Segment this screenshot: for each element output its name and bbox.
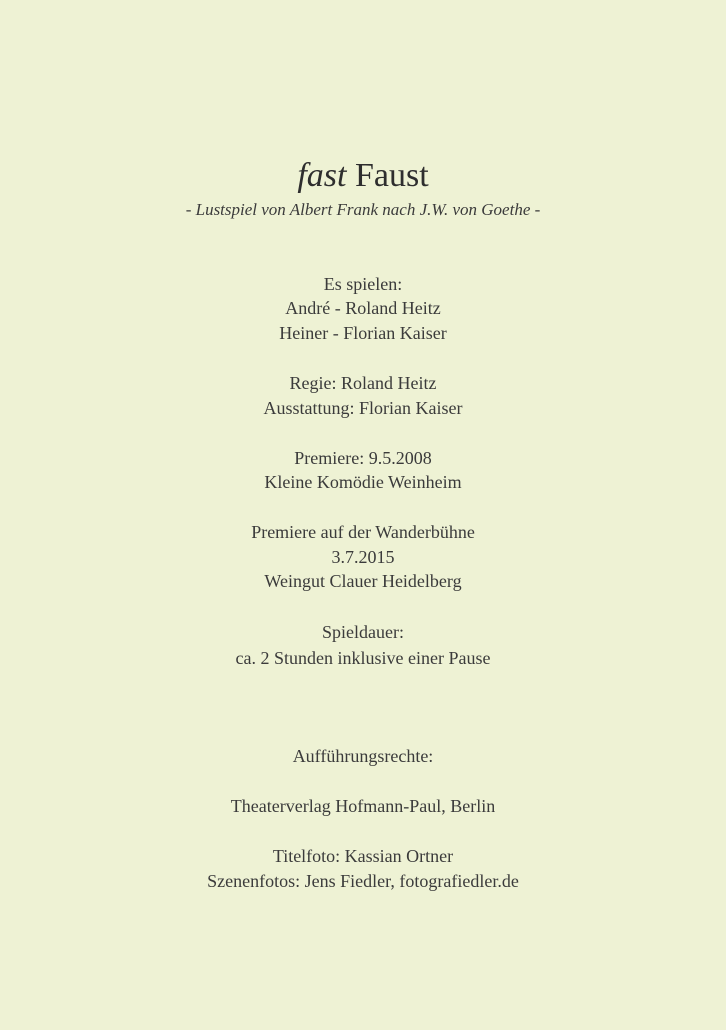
cast-line-heiner: Heiner - Florian Kaiser bbox=[279, 323, 447, 343]
director-line: Regie: Roland Heitz bbox=[289, 373, 437, 393]
rights-publisher: Theaterverlag Hofmann-Paul, Berlin bbox=[230, 796, 496, 816]
page-title bbox=[0, 154, 726, 198]
tour-premiere-heading: Premiere auf der Wanderbühne bbox=[251, 522, 475, 542]
title-main-word: Faust bbox=[354, 157, 429, 194]
title-photo-credit: Titelfoto: Kassian Ortner bbox=[272, 846, 454, 866]
design-line: Ausstattung: Florian Kaiser bbox=[263, 398, 463, 418]
scene-photo-credit: Szenenfotos: Jens Fiedler, fotografiedler.de bbox=[207, 871, 519, 891]
rights-heading: Aufführungsrechte: bbox=[292, 746, 434, 766]
duration-heading: Spieldauer: bbox=[322, 622, 404, 642]
cast-line-andre: André - Roland Heitz bbox=[285, 298, 441, 318]
tour-premiere-venue: Weingut Clauer Heidelberg bbox=[264, 571, 462, 591]
cast-heading: Es spielen: bbox=[323, 274, 403, 294]
title-italic-word: fast bbox=[297, 157, 347, 194]
premiere-venue: Kleine Komödie Weinheim bbox=[264, 472, 462, 492]
subtitle: - Lustspiel von Albert Frank nach J.W. von Goethe - bbox=[185, 200, 541, 219]
duration-value: ca. 2 Stunden inklusive einer Pause bbox=[235, 648, 491, 668]
tour-premiere-date: 3.7.2015 bbox=[331, 547, 395, 567]
premiere-date: Premiere: 9.5.2008 bbox=[294, 448, 432, 468]
